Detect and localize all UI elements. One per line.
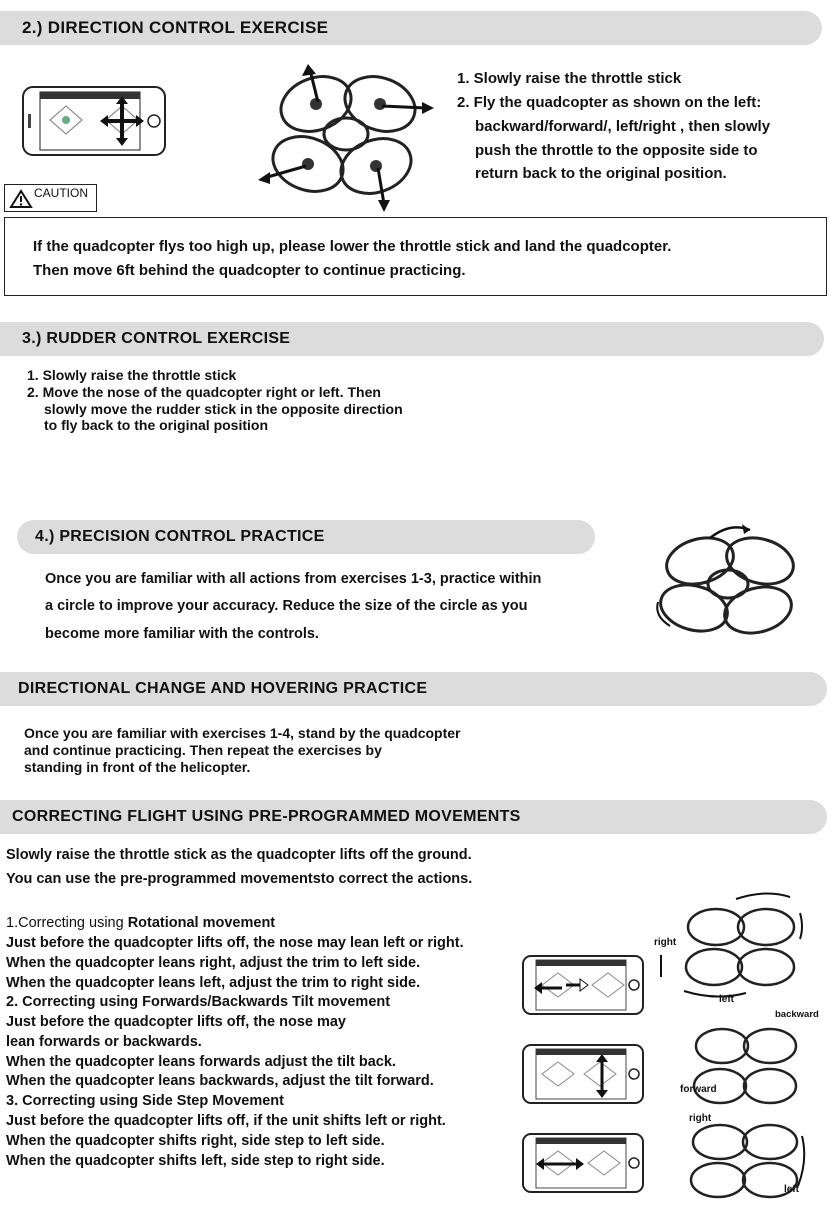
phone-illustration-direction xyxy=(22,86,170,158)
section6-header xyxy=(0,800,827,834)
section4-header xyxy=(17,520,595,554)
section6-line-5: Just before the quadcopter lifts off, the nose may xyxy=(6,1014,346,1030)
section2-step-2: 2. Fly the quadcopter as shown on the left: xyxy=(457,94,762,111)
section6-intro-1: Slowly raise the throttle stick as the quadcopter lifts off the ground. xyxy=(6,847,472,863)
section6-line-10: Just before the quadcopter lifts off, if the unit shifts left or right. xyxy=(6,1113,446,1129)
section6-line-7: When the quadcopter leans forwards adjust the tilt back. xyxy=(6,1054,396,1070)
section4-title: 4.) PRECISION CONTROL PRACTICE xyxy=(35,528,325,545)
phone-illustration-sidestep xyxy=(522,1133,646,1195)
caution-line-2: Then move 6ft behind the quadcopter to continue practicing. xyxy=(33,262,466,279)
section6-line-6: lean forwards or backwards. xyxy=(6,1034,202,1050)
section3-line-4: to fly back to the original position xyxy=(44,417,269,433)
section5-line-3: standing in front of the helicopter. xyxy=(24,759,251,775)
section2-step-1: 1. Slowly raise the throttle stick xyxy=(457,70,682,87)
rotation-left-bracket xyxy=(660,955,662,977)
label-left-rotation: left xyxy=(719,994,734,1005)
warning-icon xyxy=(10,190,32,208)
section6-item1 xyxy=(6,915,275,931)
section6-intro-2: You can use the pre-programmed movementsto correct the actions. xyxy=(6,871,473,887)
section6-item1-bold: Rotational movement xyxy=(127,915,276,931)
section6-line-3: When the quadcopter leans left, adjust the trim to right side. xyxy=(6,975,421,991)
caution-label: CAUTION xyxy=(34,186,88,200)
section5-title: DIRECTIONAL CHANGE AND HOVERING PRACTICE xyxy=(18,680,428,697)
quadcopter-direction-illustration xyxy=(258,62,438,212)
caution-box xyxy=(4,217,827,296)
section2-step-2-cont-1: backward/forward/, left/right , then slowly xyxy=(475,118,771,135)
section3-line-1: 1. Slowly raise the throttle stick xyxy=(27,367,237,383)
section6-line-12: When the quadcopter shifts left, side step to right side. xyxy=(6,1153,385,1169)
section4-line-2: a circle to improve your accuracy. Reduce the size of the circle as you xyxy=(45,598,528,614)
label-left-sidestep: left xyxy=(784,1184,799,1195)
label-forward: forward xyxy=(680,1084,717,1095)
section6-item1-prefix: 1.Correcting using xyxy=(6,915,128,931)
section5-header xyxy=(0,672,827,706)
section2-header xyxy=(0,11,822,45)
label-right-sidestep: right xyxy=(689,1113,712,1124)
section4-line-3: become more familiar with the controls. xyxy=(45,626,319,642)
phone-illustration-rotation xyxy=(522,955,646,1017)
section2-title: 2.) DIRECTION CONTROL EXERCISE xyxy=(22,18,329,37)
quadcopter-rotation-illustration xyxy=(676,893,806,1001)
section3-title: 3.) RUDDER CONTROL EXERCISE xyxy=(22,330,291,347)
section6-line-8: When the quadcopter leans backwards, adjust the tilt forward. xyxy=(6,1073,434,1089)
section6-line-2: When the quadcopter leans right, adjust the trim to left side. xyxy=(6,955,421,971)
section6-line-4: 2. Correcting using Forwards/Backwards Tilt movement xyxy=(6,994,391,1010)
caution-line-1: If the quadcopter flys too high up, please lower the throttle stick and land the quadcopter. xyxy=(33,238,672,255)
phone-illustration-tilt xyxy=(522,1044,646,1106)
section3-header xyxy=(0,322,824,356)
section2-step-2-cont-3: return back to the original position. xyxy=(475,165,727,182)
section6-title: CORRECTING FLIGHT USING PRE-PROGRAMMED MOVEMENTS xyxy=(12,808,521,825)
section3-line-3: slowly move the rudder stick in the opposite direction xyxy=(44,401,403,417)
label-backward: backward xyxy=(775,1009,819,1020)
quadcopter-precision-illustration xyxy=(650,516,810,646)
section6-line-1: Just before the quadcopter lifts off, the nose may lean left or right. xyxy=(6,935,464,951)
section3-line-2: 2. Move the nose of the quadcopter right or left. Then xyxy=(27,384,381,400)
quadcopter-tilt-illustration xyxy=(686,1018,806,1118)
section6-line-11: When the quadcopter shifts right, side step to left side. xyxy=(6,1133,385,1149)
section4-line-1: Once you are familiar with all actions from exercises 1-3, practice within xyxy=(45,571,542,587)
section5-line-1: Once you are familiar with exercises 1-4, stand by the quadcopter xyxy=(24,725,461,741)
section6-line-9: 3. Correcting using Side Step Movement xyxy=(6,1093,284,1109)
section2-step-2-cont-2: push the throttle to the opposite side to xyxy=(475,142,758,159)
section5-line-2: and continue practicing. Then repeat the exercises by xyxy=(24,742,382,758)
label-right-rotation: right xyxy=(654,937,677,948)
